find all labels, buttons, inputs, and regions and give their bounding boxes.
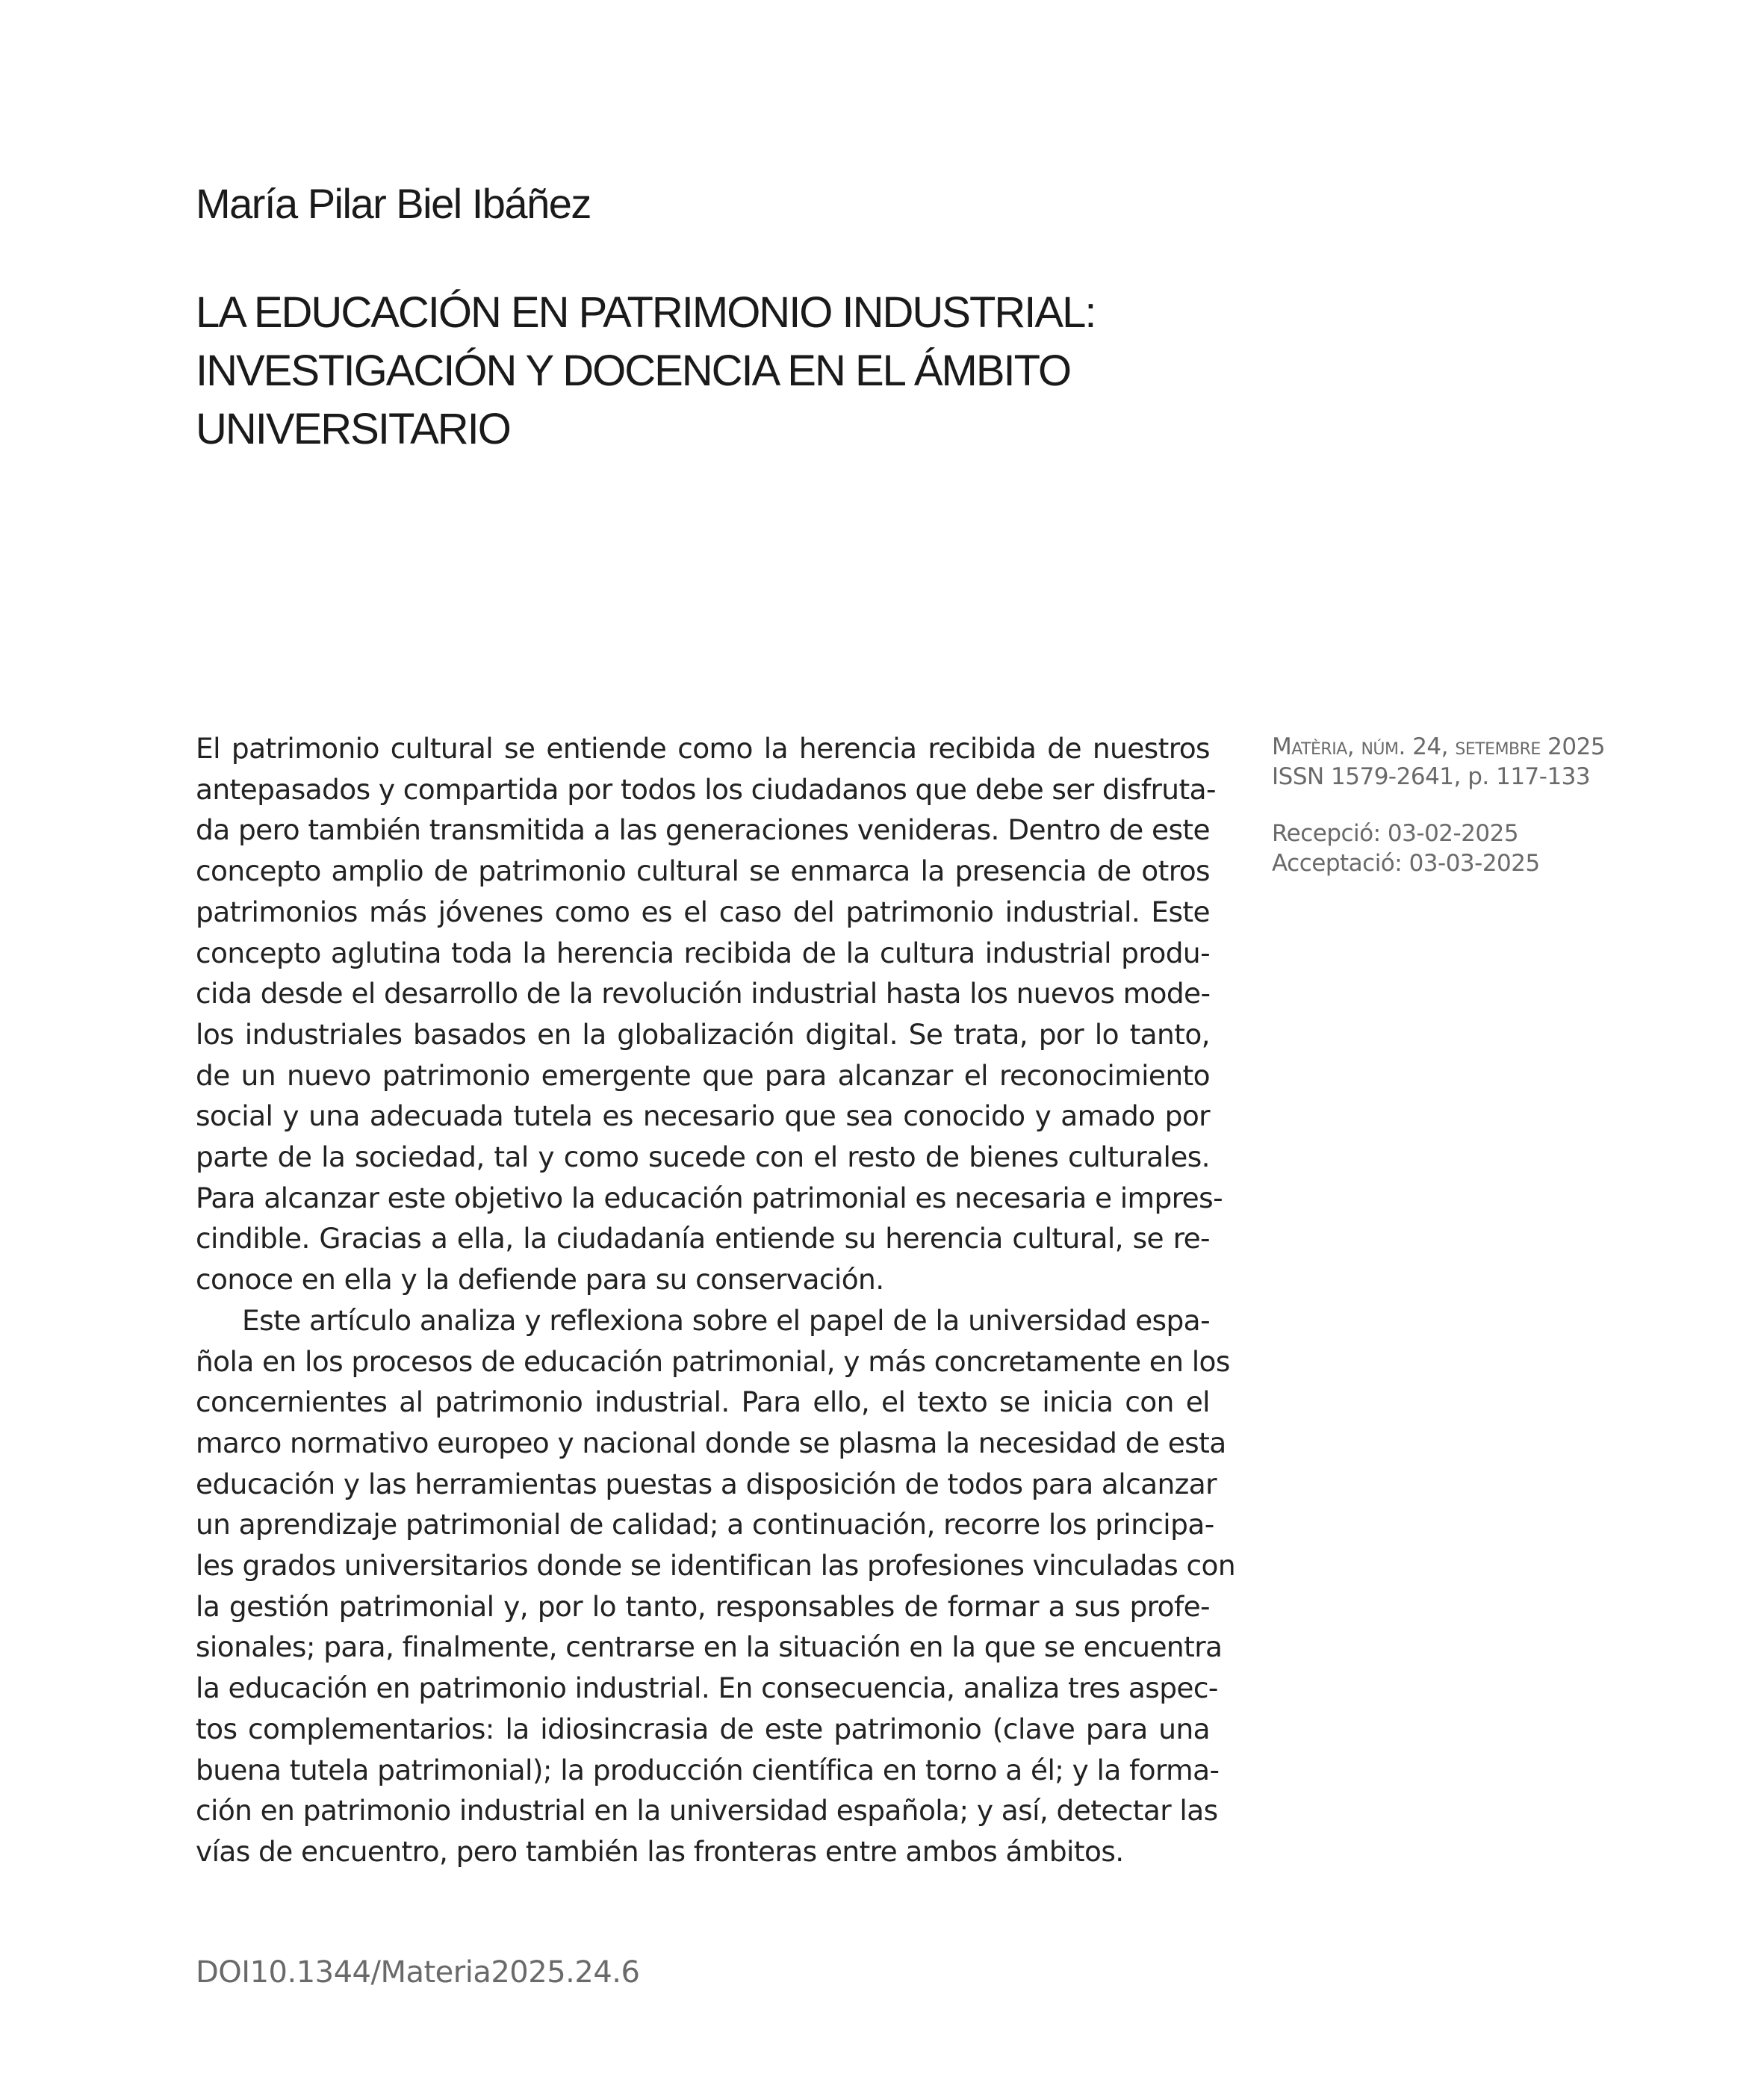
text-line: ñola en los procesos de educación patrimonial, y más concretamente en los: [196, 1344, 1230, 1378]
text-line: un aprendizaje patrimonial de calidad; a continuación, recorre los principa-: [196, 1508, 1214, 1542]
abstract-paragraph-1: [196, 728, 1223, 1300]
journal-issue: Matèria, núm. 24, setembre 2025: [1272, 733, 1606, 760]
text-line: social y una adecuada tutela es necesario que sea conocido y amado por: [196, 1099, 1210, 1133]
text-line: parte de la sociedad, tal y como sucede con el resto de bienes culturales.: [196, 1140, 1210, 1174]
abstract-paragraph-2: [196, 1300, 1235, 1872]
text-line: da pero también transmitida a las generaciones venideras. Dentro de este: [196, 813, 1210, 847]
text-line: educación y las herramientas puestas a disposición de todos para alcanzar: [196, 1467, 1217, 1500]
text-line: concepto aglutina toda la herencia recibida de la cultura industrial produ-: [196, 936, 1210, 969]
text-line: marco normativo europeo y nacional donde se plasma la necesidad de esta: [196, 1426, 1226, 1459]
title-line: INVESTIGACIÓN Y DOCENCIA EN EL ÁMBITO: [196, 347, 1071, 395]
text-line: los industriales basados en la globalización digital. Se trata, por lo tanto,: [196, 1017, 1210, 1051]
abstract: [196, 728, 1235, 1872]
text-line: de un nuevo patrimonio emergente que para alcanzar el reconocimiento: [196, 1058, 1210, 1092]
doi: DOI10.1344/Materia2025.24.6: [196, 1955, 640, 1990]
text-line: Este artículo analiza y reflexiona sobre el papel de la universidad espa-: [242, 1303, 1210, 1337]
publication-metadata: [1272, 732, 1605, 878]
received-date: Recepció: 03-02-2025: [1272, 820, 1519, 847]
text-line: ción en patrimonio industrial en la universidad española; y así, detectar las: [196, 1794, 1218, 1828]
text-line: concepto amplio de patrimonio cultural se enmarca la presencia de otros: [196, 854, 1210, 888]
accepted-date: Acceptació: 03-03-2025: [1272, 850, 1540, 877]
text-line: tos complementarios: la idiosincrasia de este patrimonio (clave para una: [196, 1712, 1210, 1745]
text-line: la gestión patrimonial y, por lo tanto, responsables de formar a sus profe-: [196, 1589, 1210, 1623]
title-line: LA EDUCACIÓN EN PATRIMONIO INDUSTRIAL:: [196, 288, 1096, 337]
text-line: sionales; para, finalmente, centrarse en la situación en la que se encuentra: [196, 1630, 1223, 1664]
text-line: Para alcanzar este objetivo la educación patrimonial es necesaria e impres-: [196, 1181, 1223, 1214]
title-line: UNIVERSITARIO: [196, 405, 510, 453]
text-line: conoce en ella y la defiende para su conservación.: [196, 1263, 884, 1297]
text-line: les grados universitarios donde se identifican las profesiones vinculadas con: [196, 1549, 1235, 1583]
text-line: vías de encuentro, pero también las fronteras entre ambos ámbitos.: [196, 1834, 1124, 1868]
text-line: cindible. Gracias a ella, la ciudadanía entiende su herencia cultural, se re-: [196, 1222, 1210, 1255]
article-title: [196, 284, 1095, 459]
text-line: El patrimonio cultural se entiende como la herencia recibida de nuestros: [196, 732, 1210, 765]
author-name: María Pilar Biel Ibáñez: [196, 180, 591, 227]
text-line: patrimonios más jóvenes como es el caso del patrimonio industrial. Este: [196, 895, 1210, 928]
text-line: cida desde el desarrollo de la revolución industrial hasta los nuevos mode-: [196, 977, 1211, 1010]
text-line: la educación en patrimonio industrial. En consecuencia, analiza tres aspec-: [196, 1671, 1218, 1705]
text-line: buena tutela patrimonial); la producción científica en torno a él; y la forma-: [196, 1753, 1220, 1786]
text-line: concernientes al patrimonio industrial. Para ello, el texto se inicia con el: [196, 1385, 1210, 1419]
issn-pages: ISSN 1579-2641, p. 117-133: [1272, 763, 1591, 790]
text-line: antepasados y compartida por todos los ciudadanos que debe ser disfruta-: [196, 772, 1216, 806]
